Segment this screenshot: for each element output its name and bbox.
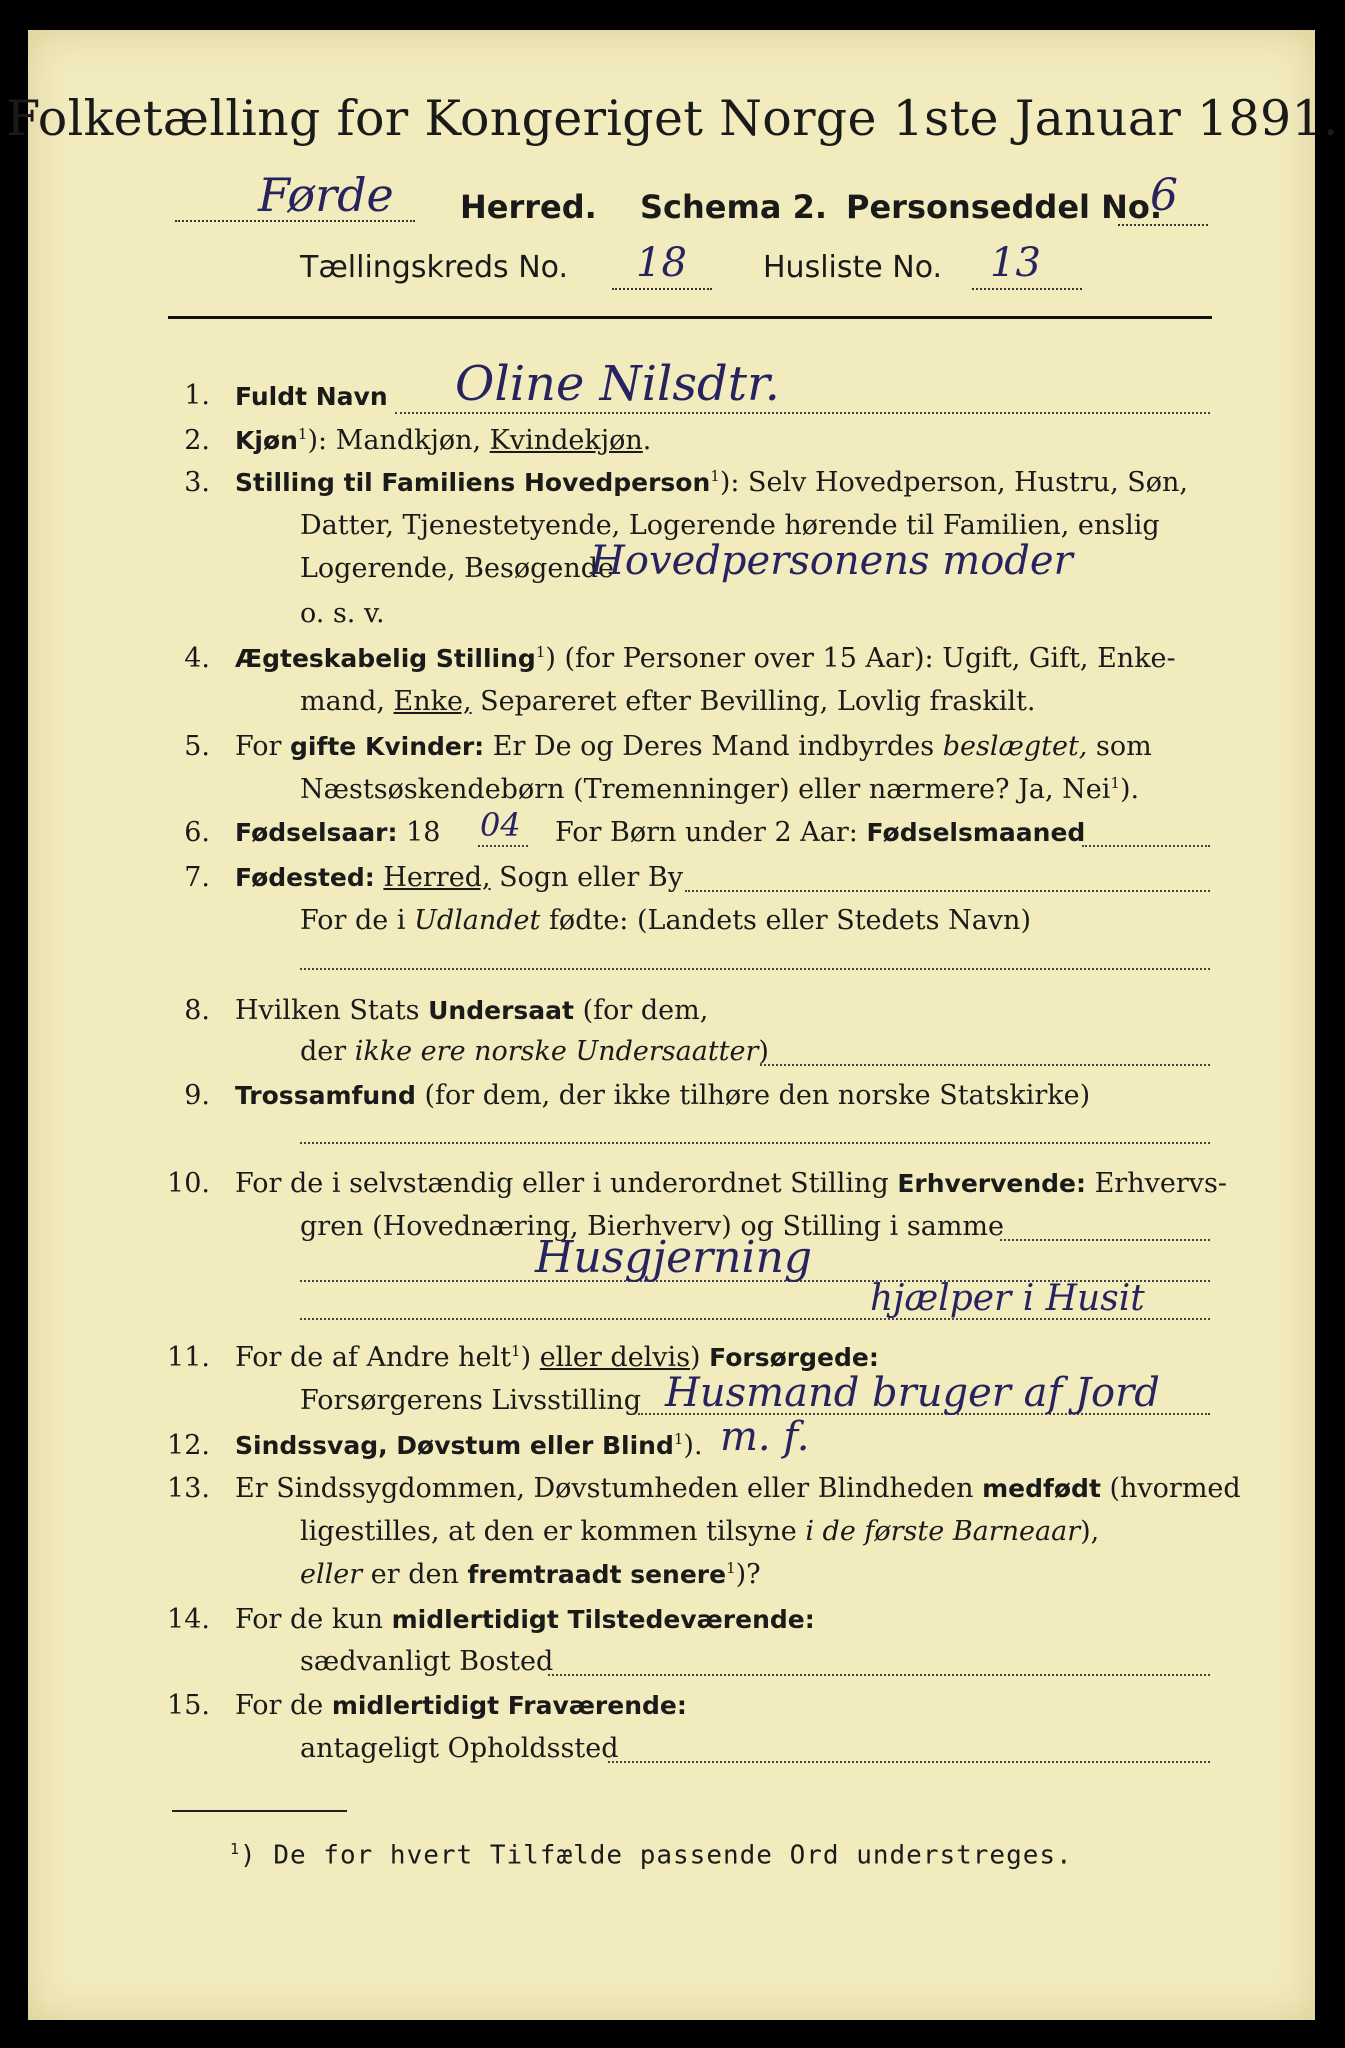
q8-line1-c: (for dem, <box>573 995 709 1026</box>
q2-number: 2. <box>184 425 210 456</box>
q9-label: Trossamfund <box>235 1081 416 1110</box>
q5-line2 <box>300 774 1139 805</box>
q13-number: 13. <box>167 1473 210 1504</box>
q7-line2-a: For de i <box>300 905 415 936</box>
q6-birth-month-text <box>555 817 1085 848</box>
provider-occupation-value: Husmand bruger af Jord <box>665 1370 1160 1416</box>
q7-rest: Sogn eller By <box>490 862 683 893</box>
q5-pre: For <box>235 731 291 762</box>
occupation-field-1[interactable] <box>1000 1239 1210 1241</box>
q9-line1 <box>235 1080 1090 1111</box>
full-name-field[interactable] <box>395 412 1210 414</box>
q12-end: ). <box>683 1430 703 1461</box>
q2-options: ): Mandkjøn, <box>307 425 490 456</box>
q11-line2: Forsørgerens Livsstilling <box>300 1385 642 1416</box>
form-title: Folketælling for Kongeriget Norge 1ste Januar 1891. <box>6 90 1339 147</box>
q12-sup: 1 <box>673 1430 684 1448</box>
q5-line2-text: Næstsøskendebørn (Tremenninger) eller nærmere? Ja, Nei <box>300 774 1111 805</box>
q5-line1-b: beslægtet, <box>942 731 1088 762</box>
citizenship-field[interactable] <box>760 1064 1210 1066</box>
footnote <box>230 1840 1073 1871</box>
q13-line2-a: ligestilles, at den er kommen tilsyne <box>300 1516 806 1547</box>
q5-line1-c: som <box>1087 731 1152 762</box>
herred-label: Herred. <box>460 188 597 226</box>
q4-line2-c: Separeret efter Bevilling, Lovlig fraskilt. <box>471 686 1036 717</box>
q7-number: 7. <box>184 862 210 893</box>
q15-line1-a: For de <box>235 1690 332 1721</box>
q13-line2-c: ), <box>1080 1516 1100 1547</box>
q4-line1-text: ) (for Personer over 15 Aar): Ugift, Gift, Enke- <box>545 643 1176 674</box>
q12-label: Sindssvag, Døvstum eller Blind <box>235 1431 674 1460</box>
husliste-field[interactable] <box>972 288 1082 290</box>
q15-line1-b: midlertidigt Fraværende: <box>331 1691 687 1720</box>
q13-line3 <box>300 1559 761 1590</box>
birth-year-field[interactable] <box>478 845 528 847</box>
q10-line1-a: For de i selvstændig eller i underordnet Stilling <box>235 1168 898 1199</box>
q13-line3-b: er den <box>362 1559 468 1590</box>
q5-line1 <box>235 731 1152 762</box>
q14-line2: sædvanligt Bosted <box>300 1646 554 1677</box>
whereabouts-field[interactable] <box>608 1761 1210 1763</box>
footnote-rule <box>172 1810 347 1812</box>
q6-label2: Fødselsmaaned <box>866 818 1086 847</box>
q11-line1-e: Forsørgede: <box>709 1343 879 1372</box>
q7-selected-option: Herred, <box>383 862 491 893</box>
q11-line1-b: ) <box>520 1342 540 1373</box>
occupation-value: Husgjerning <box>535 1232 813 1283</box>
q15-line1 <box>235 1690 687 1721</box>
q13-line2-b: i de første Barneaar <box>805 1516 1081 1547</box>
q7-line2-b: Udlandet <box>414 905 541 936</box>
q7-label: Fødested: <box>235 863 375 892</box>
q2-text <box>235 425 651 456</box>
q3-line1 <box>235 467 1188 498</box>
q4-line2-a: mand, <box>300 686 394 717</box>
q8-line2-a: der <box>300 1036 355 1067</box>
q13-line3-d: )? <box>735 1559 761 1590</box>
schema-label: Schema 2. <box>640 188 827 226</box>
occupation-value-2: hjælper i Husit <box>870 1278 1145 1319</box>
q8-line1-a: Hvilken Stats <box>235 995 429 1026</box>
q6-text: For Børn under 2 Aar: <box>555 817 867 848</box>
q13-line1-a: Er Sindssygdommen, Døvstumheden eller Blindheden <box>235 1473 983 1504</box>
q8-number: 8. <box>184 995 210 1026</box>
q10-line1-c: Erhvervs- <box>1086 1168 1227 1199</box>
q4-label: Ægteskabelig Stilling <box>235 644 536 673</box>
q11-number: 11. <box>167 1342 210 1373</box>
q12-number: 12. <box>167 1430 210 1461</box>
q14-line1 <box>235 1604 815 1635</box>
q11-line1-d: ) <box>690 1342 710 1373</box>
q13-line1 <box>235 1473 1241 1504</box>
q6-year-prefix: 18 <box>397 817 441 848</box>
q13-line3-c: fremtraadt senere <box>467 1560 727 1589</box>
q4-line2 <box>300 686 1035 717</box>
footnote-sup: 1 <box>230 1840 241 1858</box>
q9-number: 9. <box>184 1080 210 1111</box>
q9-text: (for dem, der ikke tilhøre den norske Statskirke) <box>415 1080 1091 1111</box>
religion-field[interactable] <box>300 1142 1210 1144</box>
kreds-field[interactable] <box>612 288 712 290</box>
q10-line2: gren (Hovednæring, Bierhverv) og Stilling i samme <box>300 1211 1005 1242</box>
q3-label: Stilling til Familiens Hovedperson <box>235 468 711 497</box>
q4-selected-option: Enke, <box>393 686 472 717</box>
q13-line1-b: medfødt <box>982 1474 1101 1503</box>
q2-selected-option: Kvindekjøn <box>489 425 643 456</box>
personseddel-field[interactable] <box>1118 224 1208 226</box>
q6-number: 6. <box>184 817 210 848</box>
q4-sup: 1 <box>535 643 546 661</box>
birth-year-value: 04 <box>480 806 521 844</box>
q10-number: 10. <box>167 1168 210 1199</box>
kreds-value: 18 <box>636 240 687 286</box>
q12-line1 <box>235 1430 703 1461</box>
q2-sup: 1 <box>297 425 308 443</box>
personseddel-label: Personseddel No. <box>846 188 1163 226</box>
q2-label: Kjøn <box>235 426 298 455</box>
q5-sup: 1 <box>1110 774 1120 792</box>
q11-line1-a: For de af Andre helt <box>235 1342 512 1373</box>
q5-line1-a: Er De og Deres Mand indbyrdes <box>484 731 943 762</box>
husliste-value: 13 <box>990 240 1041 286</box>
q15-line2: antageligt Opholdssted <box>300 1733 619 1764</box>
q1-number: 1. <box>184 380 210 411</box>
q7-line2-c: fødte: (Landets eller Stedets Navn) <box>540 905 1031 936</box>
full-name-value: Oline Nilsdtr. <box>455 356 780 412</box>
q15-number: 15. <box>167 1690 210 1721</box>
q8-line2-c: ) <box>758 1036 769 1067</box>
q8-line2 <box>300 1036 769 1067</box>
q1-label: Fuldt Navn <box>235 382 388 411</box>
personseddel-value: 6 <box>1150 170 1178 221</box>
q13-line2 <box>300 1516 1099 1547</box>
q3-sup: 1 <box>710 467 720 485</box>
birth-month-field[interactable] <box>1082 845 1210 847</box>
q3-number: 3. <box>184 467 210 498</box>
q10-line1-b: Erhvervende: <box>897 1169 1087 1198</box>
q11-sup: 1 <box>511 1342 521 1360</box>
header-divider <box>168 316 1212 319</box>
q11-line1 <box>235 1342 879 1373</box>
husliste-label: Husliste No. <box>763 250 943 285</box>
q13-sup: 1 <box>726 1559 736 1577</box>
q3-line1-text: ): Selv Hovedperson, Hustru, Søn, <box>719 467 1188 498</box>
usual-residence-field[interactable] <box>548 1674 1210 1676</box>
q6-label: Fødselsaar: <box>235 818 398 847</box>
q4-line1 <box>235 643 1176 674</box>
q14-number: 14. <box>167 1604 210 1635</box>
q2-end: . <box>642 425 652 456</box>
q8-line1 <box>235 995 708 1026</box>
kreds-label: Tællingskreds No. <box>300 250 568 285</box>
q14-line1-a: For de kun <box>235 1604 392 1635</box>
q13-line3-a: eller <box>300 1559 363 1590</box>
herred-value: Førde <box>258 168 394 222</box>
q5-number: 5. <box>184 731 210 762</box>
foreign-birthplace-field[interactable] <box>300 968 1210 970</box>
q3-line4: o. s. v. <box>300 598 385 629</box>
q3-line3: Logerende, Besøgende <box>300 553 614 584</box>
q3-line2: Datter, Tjenestetyende, Logerende hørende til Familien, enslig <box>300 510 1160 541</box>
q8-line1-b: Undersaat <box>428 996 574 1025</box>
disability-value: m. f. <box>720 1414 810 1460</box>
q7-line1 <box>235 862 683 893</box>
q6-line <box>235 817 440 848</box>
footnote-text: ) De for hvert Tilfælde passende Ord understreges. <box>240 1840 1073 1871</box>
q5-line2-end: ). <box>1119 774 1140 805</box>
q8-line2-b: ikke ere norske Undersaatter <box>354 1036 759 1067</box>
q14-line1-b: midlertidigt Tilstedeværende: <box>391 1605 815 1634</box>
q7-line2 <box>300 905 1031 936</box>
q13-line1-c: (hvormed <box>1100 1473 1241 1504</box>
q3-value: Hovedpersonens moder <box>590 538 1073 584</box>
q4-number: 4. <box>184 643 210 674</box>
birthplace-field[interactable] <box>685 890 1210 892</box>
q10-line1 <box>235 1168 1227 1199</box>
q5-label: gifte Kvinder: <box>290 732 485 761</box>
q11-selected-option: eller delvis <box>539 1342 691 1373</box>
